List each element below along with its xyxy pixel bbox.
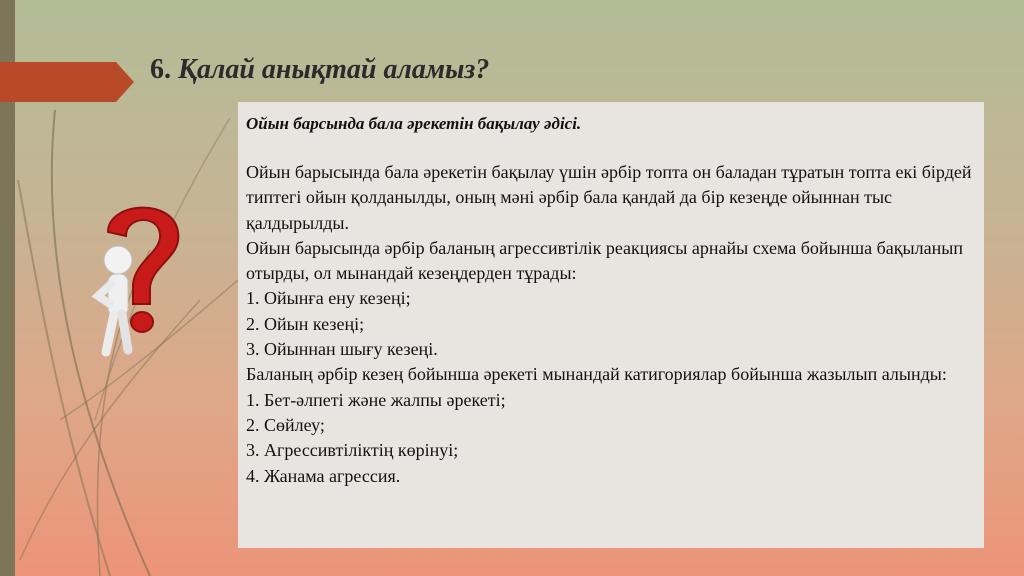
title-text: Қалай анықтай аламыз?	[178, 54, 490, 85]
content-heading: Ойын барсында бала әрекетін бақылау әдісі.	[246, 114, 582, 133]
stage-item: 2. Ойын кезеңі;	[246, 313, 365, 334]
category-item: 1. Бет-әлпеті және жалпы әрекеті;	[246, 389, 506, 410]
stage-item: 1. Ойынға ену кезеңі;	[246, 288, 411, 309]
stage-item: 3. Ойыннан шығу кезеңі.	[246, 339, 438, 360]
thinking-person-question-icon	[78, 192, 188, 362]
category-item: 3. Агрессивтіліктің көрінуі;	[246, 440, 459, 461]
category-item: 4. Жанама агрессия.	[246, 465, 401, 486]
content-panel	[238, 102, 984, 548]
category-item: 2. Сөйлеу;	[246, 414, 325, 435]
paragraph-scheme: Ойын барысында әрбір баланың агрессивтілік реакциясы арнайы схема бойынша бақыланып отырды, ол мынандай кезеңдерден тұрады:	[246, 237, 963, 284]
slide-title	[150, 52, 489, 88]
paragraph-categories: Баланың әрбір кезең бойынша әрекеті мынандай катигориялар бойынша жазылып алынды:	[246, 364, 947, 385]
title-ribbon	[0, 62, 134, 102]
paragraph-intro: Ойын барысында бала әрекетін бақылау үшін әрбір топта он баладан тұратын топта екі бірдей типтегі ойын қолданылды, оның мәні әрбір бала қандай да бір кезеңде ойыннан тыс қалдырылды.	[246, 162, 972, 233]
title-number: 6.	[150, 54, 171, 85]
